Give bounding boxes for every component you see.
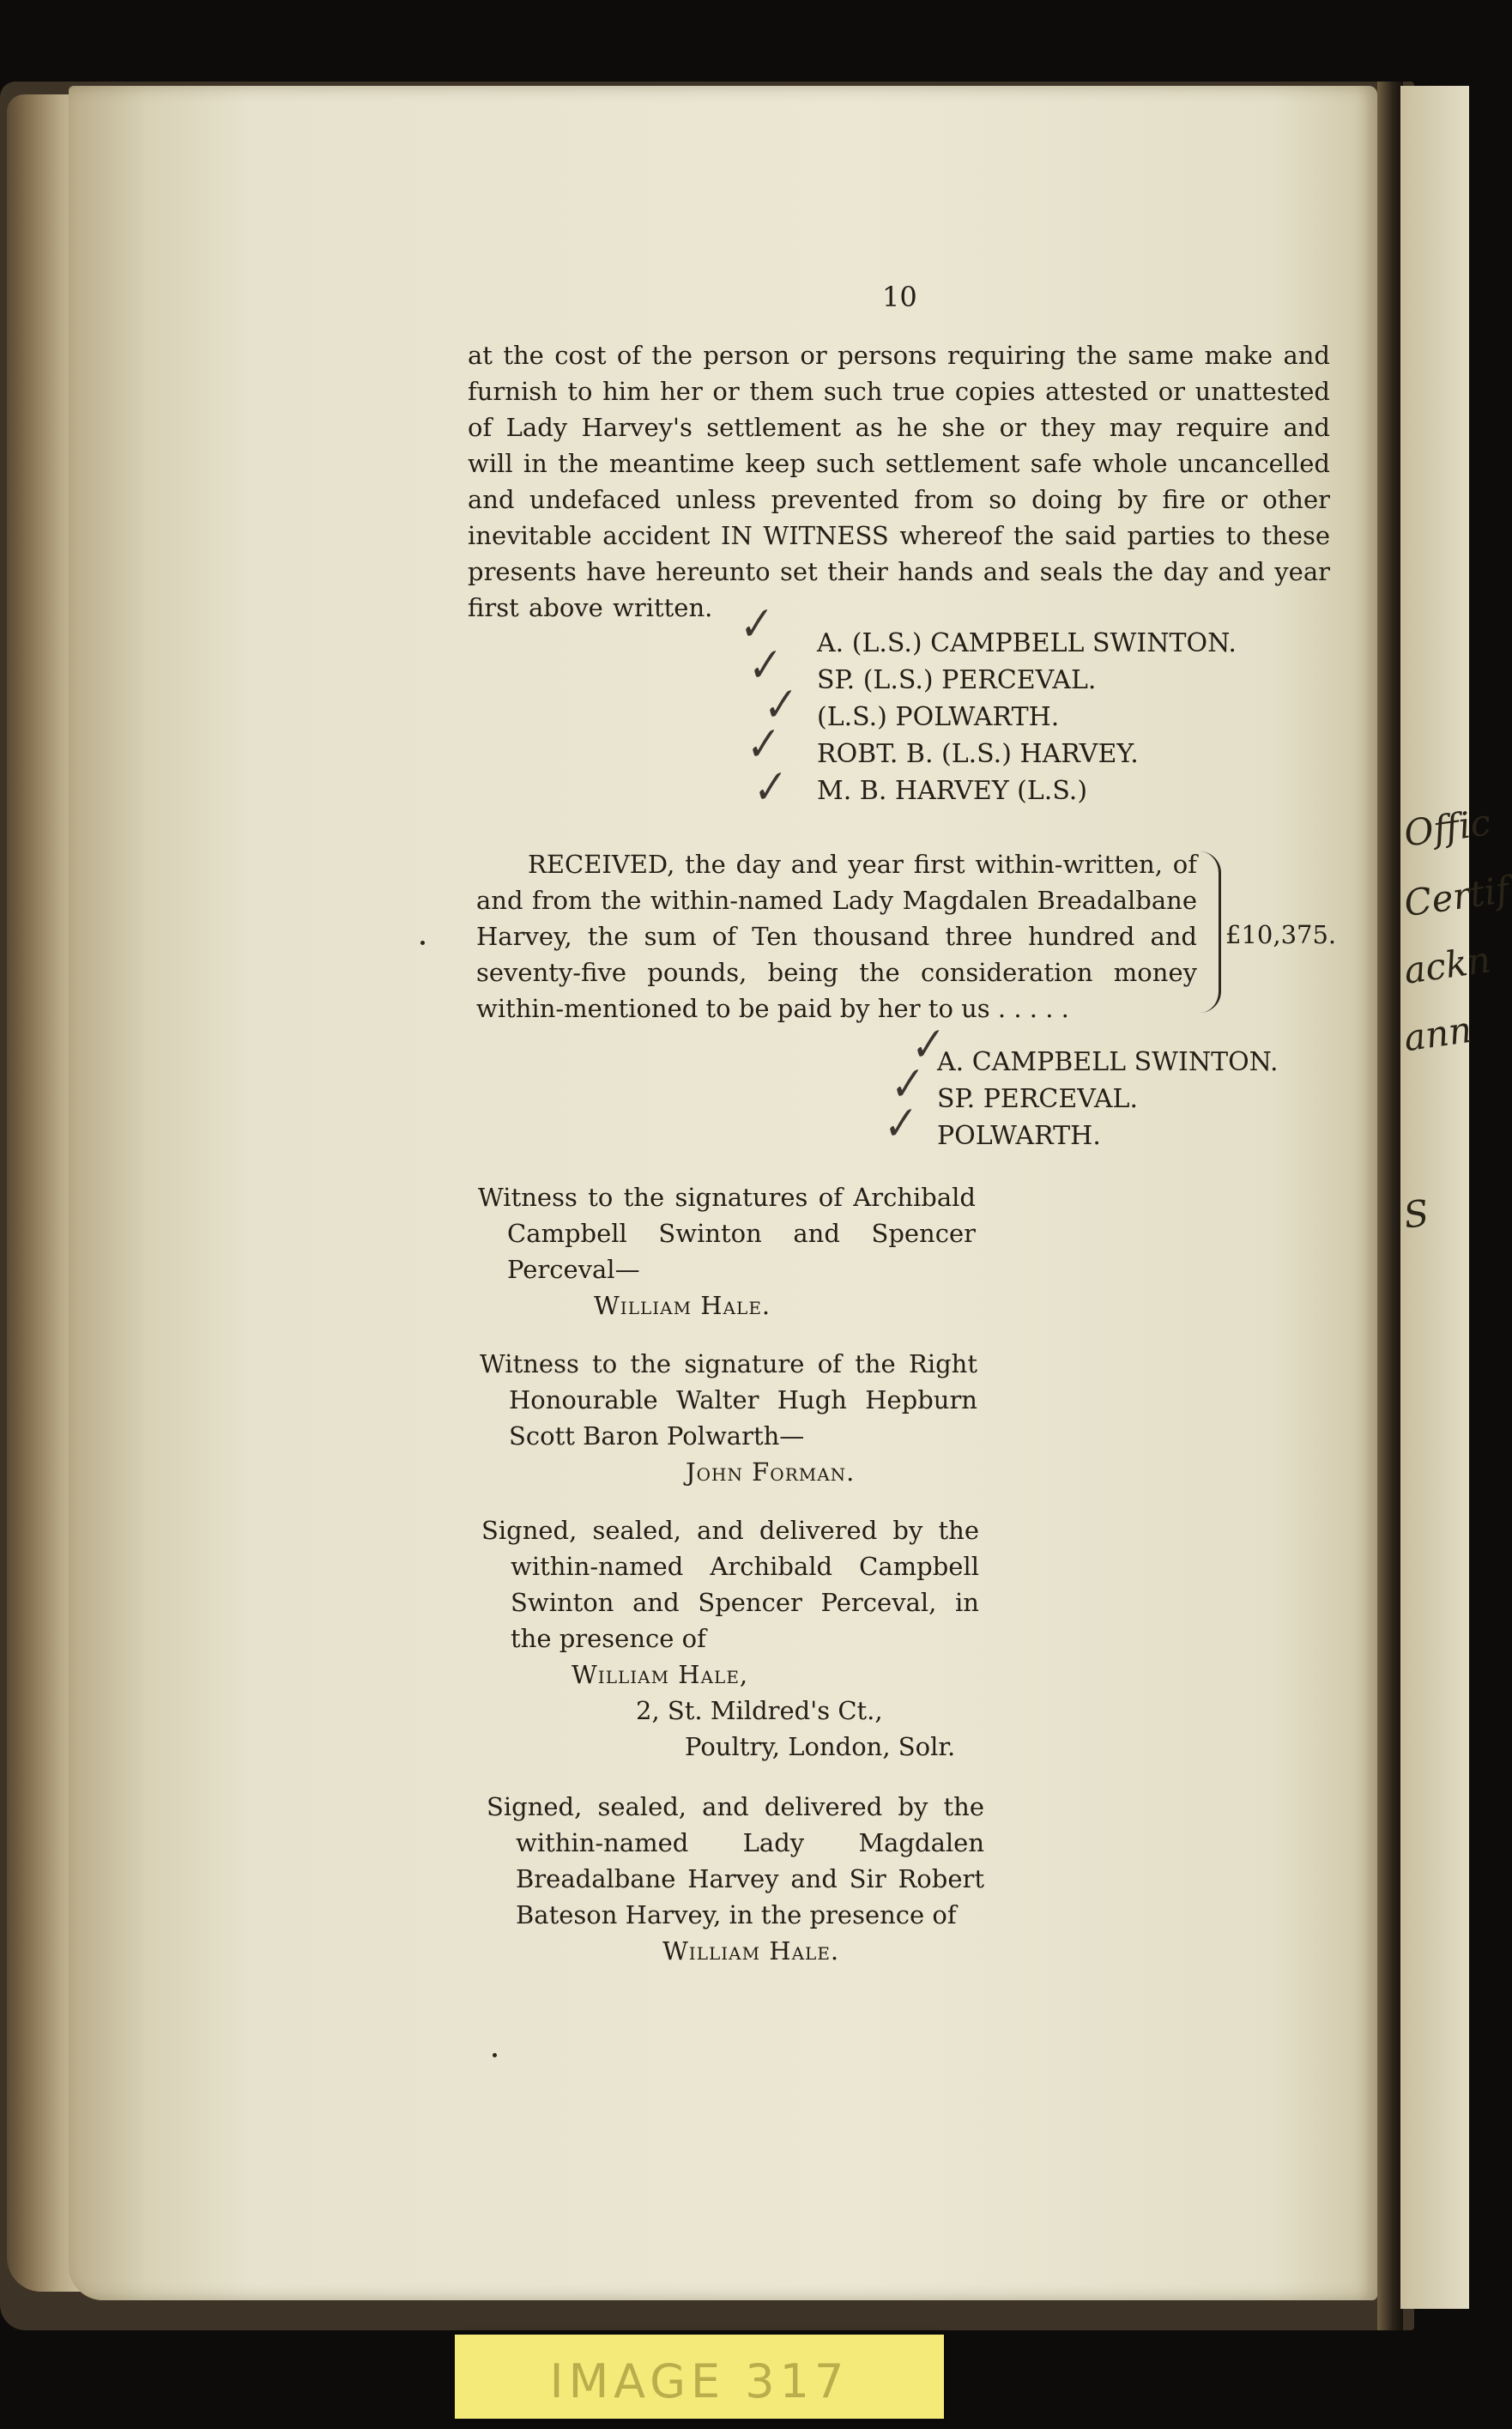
adjacent-page: Offic Certif ackn ann S (1400, 86, 1469, 2309)
witness-name: John Forman. (686, 1457, 856, 1487)
witness-name: William Hale, (572, 1660, 749, 1689)
book-gutter (1377, 82, 1403, 2330)
witness-address-line: Poultry, London, Solr. (685, 1732, 956, 1761)
ink-speck (493, 2053, 497, 2057)
attestation-text: Signed, sealed, and delivered by the within-named Lady Magdalen Breadalbane Harvey and Sir Robert Bateson Harvey, in the presence of (487, 1792, 984, 1929)
handwritten-tick-mark: ✓ (875, 1097, 920, 1152)
witness-name: William Hale. (662, 1936, 840, 1966)
signatory-line: (L.S.) POLWARTH. (817, 702, 1060, 732)
attestation-4 (487, 1789, 984, 1969)
signatory-line: ROBT. B. (L.S.) HARVEY. (817, 739, 1139, 769)
page-number: 10 (882, 281, 917, 313)
signatory-line: POLWARTH. (937, 1121, 1101, 1151)
receipt-paragraph (476, 846, 1197, 1027)
receipt-brace (1200, 851, 1221, 1013)
receipt-text: RECEIVED, the day and year first within-written, of and from the within-named Lady Magdalen Breadalbane Harvey, the sum of Ten thousand three hundred and seventy-five pounds, being the consideration money within-mentioned to be paid by her to us . . . . . (476, 850, 1197, 1023)
handwritten-tick-mark: ✓ (755, 678, 800, 733)
receipt-amount: £10,375. (1225, 920, 1337, 949)
handwritten-tick-mark: ✓ (882, 1057, 927, 1112)
attestation-2 (480, 1346, 977, 1490)
handwritten-tick-mark: ✓ (745, 760, 789, 815)
signatory-line: M. B. HARVEY (L.S.) (817, 776, 1088, 806)
archive-tag: IMAGE 317 (455, 2335, 944, 2419)
handwritten-tick-mark: ✓ (731, 597, 776, 652)
witness-address-line: 2, St. Mildred's Ct., (636, 1696, 883, 1725)
witness-name: William Hale. (594, 1291, 771, 1320)
handwritten-tick-mark: ✓ (738, 718, 783, 772)
attestation-text: Signed, sealed, and delivered by the within-named Archibald Campbell Swinton and Spencer Perceval, in the presence of (481, 1516, 979, 1653)
attestation-text: Witness to the signatures of Archibald Campbell Swinton and Spencer Perceval— (478, 1183, 976, 1284)
attestation-1 (478, 1179, 976, 1324)
signatory-line: SP. PERCEVAL. (937, 1084, 1139, 1114)
signatory-line: A. (L.S.) CAMPBELL SWINTON. (817, 628, 1237, 658)
receipt-signatories-block (937, 1044, 1279, 1154)
handwritten-tick-mark: ✓ (740, 639, 784, 694)
ink-speck (420, 941, 425, 945)
attestation-3 (481, 1512, 979, 1765)
handwritten-tick-mark: ✓ (903, 1018, 947, 1073)
signatories-block (817, 625, 1237, 809)
signatory-line: SP. (L.S.) PERCEVAL. (817, 665, 1097, 695)
attestation-text: Witness to the signature of the Right Honourable Walter Hugh Hepburn Scott Baron Polwarth— (480, 1349, 977, 1451)
opening-paragraph: at the cost of the person or persons requiring the same make and furnish to him her or them such true copies attested or unattested of Lady Harvey's settlement as he she or they may require and will in the meantime keep such settlement safe whole uncancelled and undefaced unless prevented from so doing by fire or other inevitable accident IN WITNESS whereof the said parties to these presents have hereunto set their hands and seals the day and year first above written. (468, 341, 1330, 622)
signatory-line: A. CAMPBELL SWINTON. (937, 1047, 1279, 1077)
